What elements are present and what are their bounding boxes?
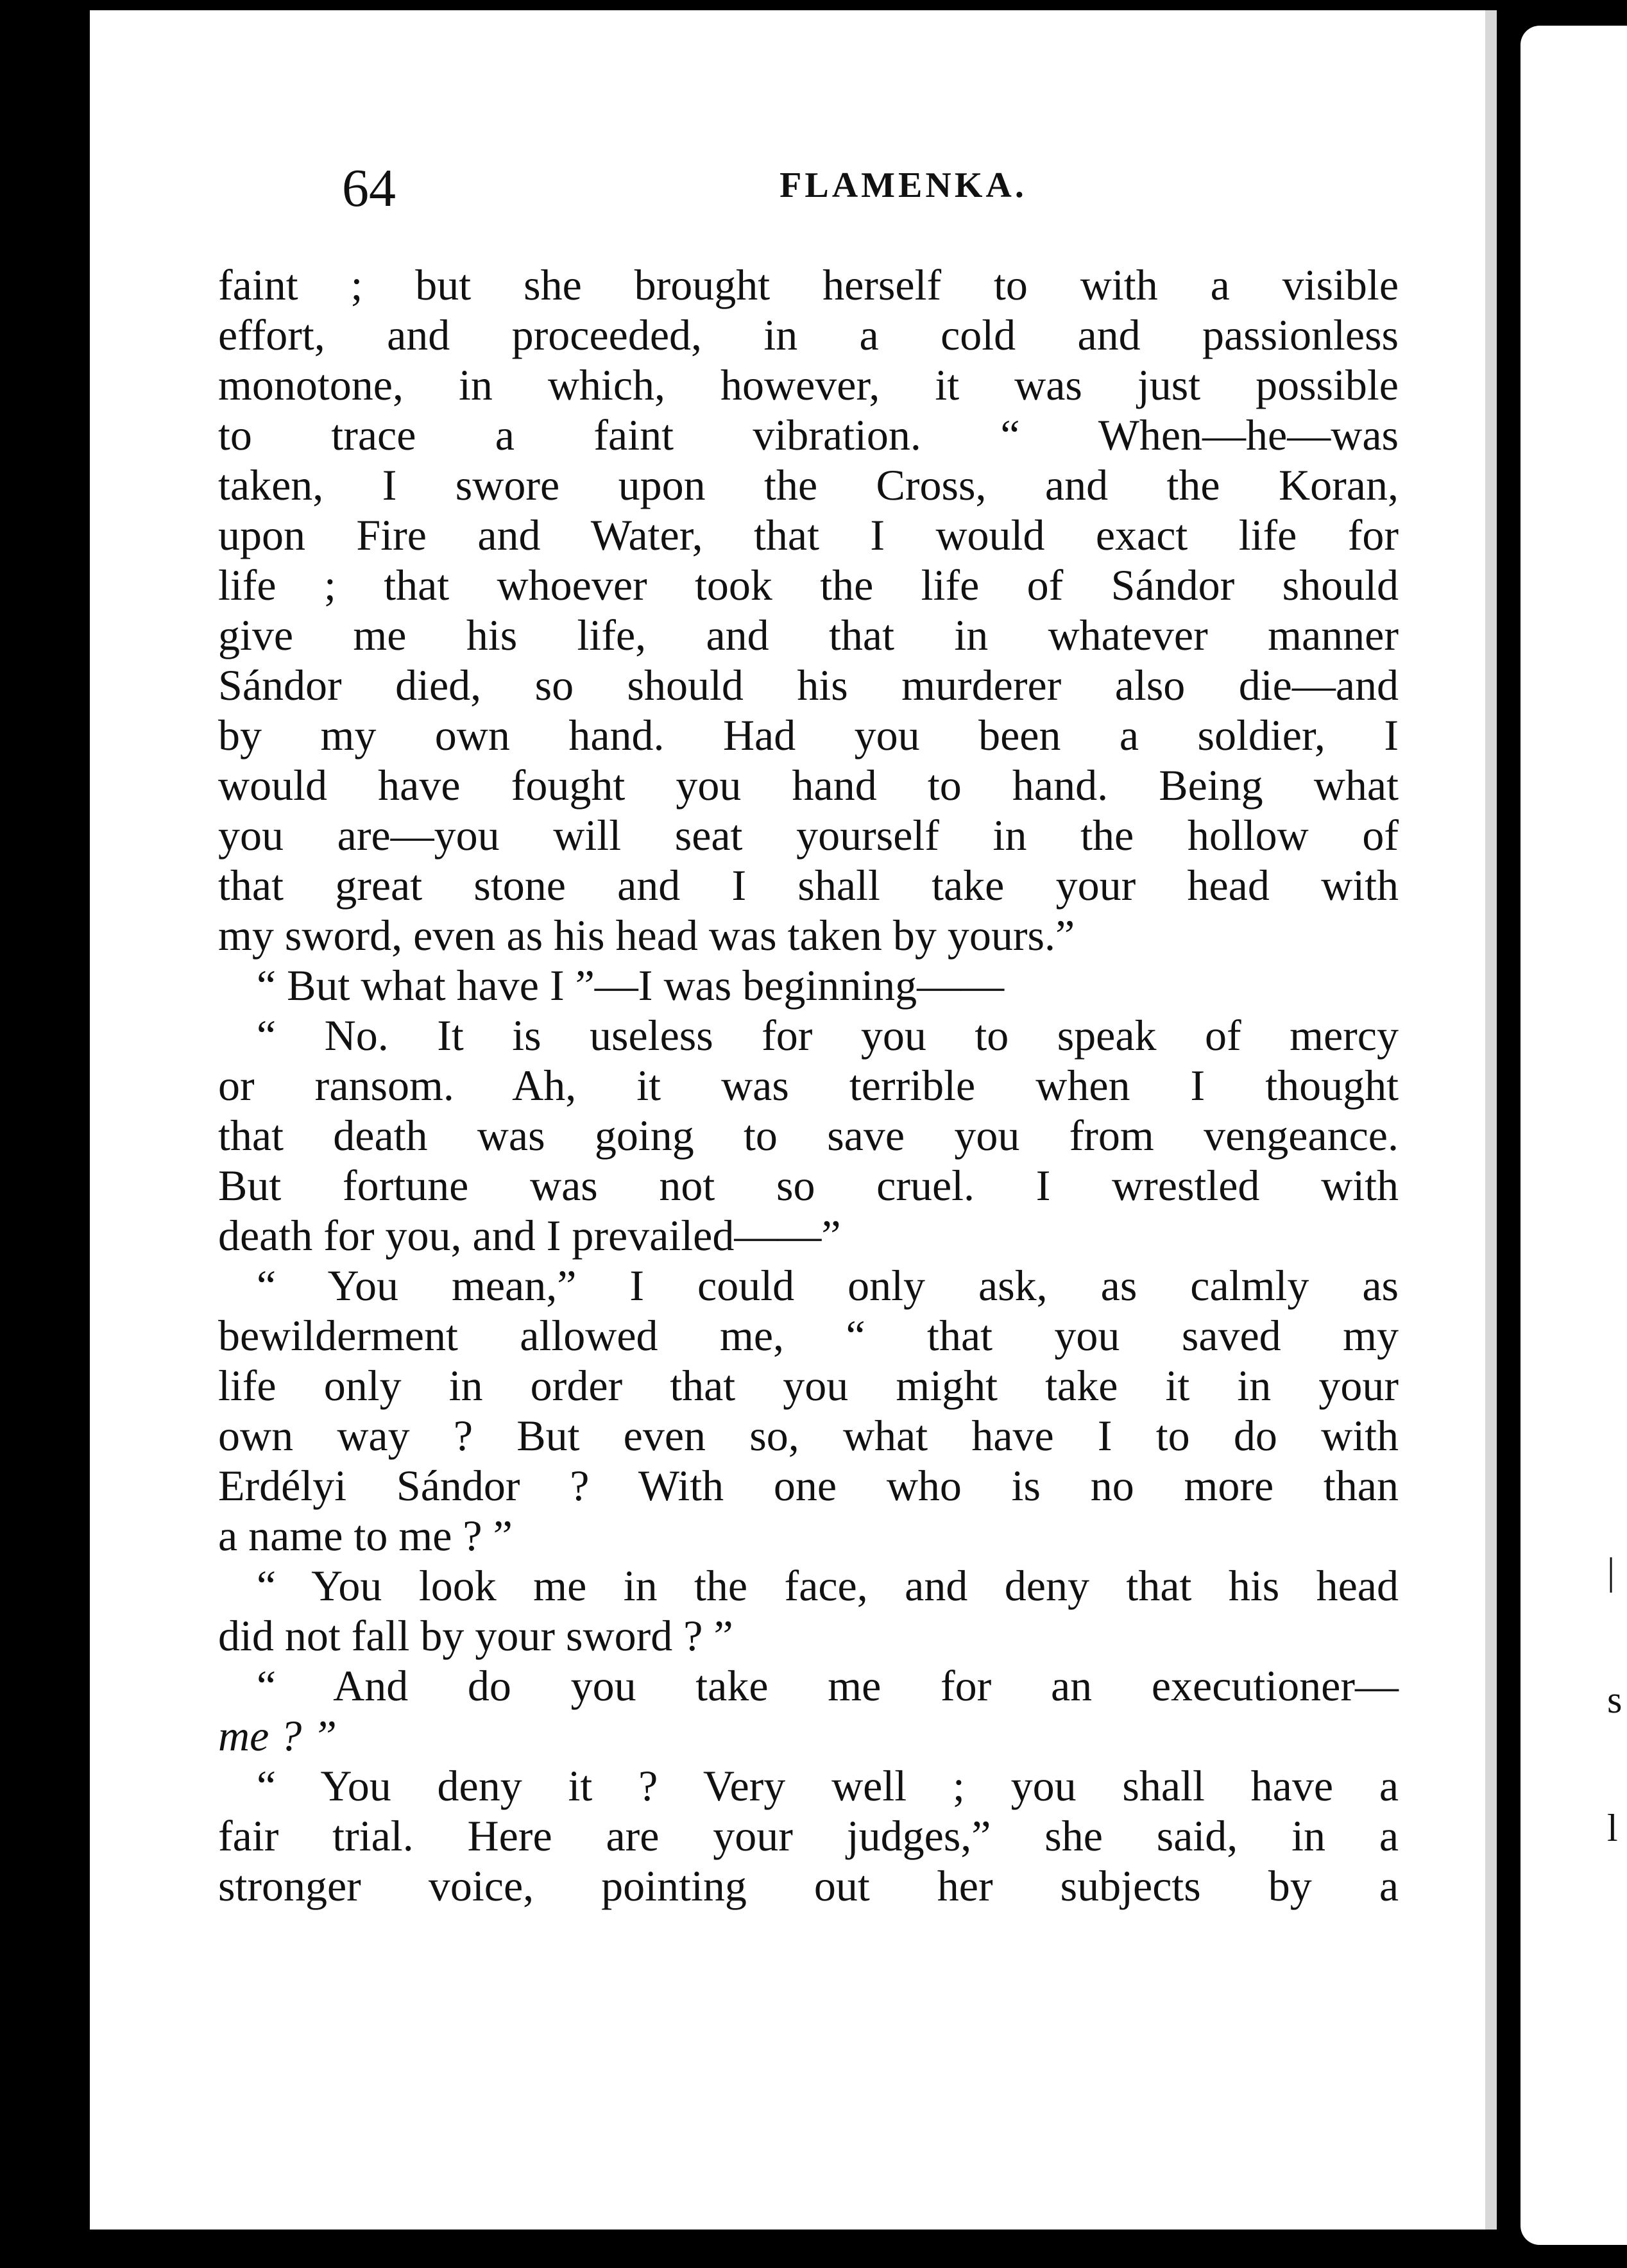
- facing-page-marks: | s l: [1607, 1550, 1623, 1849]
- text-line: But fortune was not so cruel. I wrestled with: [218, 1161, 1399, 1210]
- text-line: Erdélyi Sándor ? With one who is no more than: [218, 1461, 1399, 1510]
- text-line: faint ; but she brought herself to with a visible: [218, 260, 1399, 309]
- text-line: “ But what have I ”—I was beginning——: [257, 961, 1005, 1010]
- page-edge: [1485, 10, 1497, 2230]
- text-line: own way ? But even so, what have I to do with: [218, 1411, 1399, 1460]
- text-line: life ; that whoever took the life of Sándor should: [218, 561, 1399, 609]
- text-line: “ You mean,” I could only ask, as calmly as: [257, 1261, 1399, 1310]
- text-line: to trace a faint vibration. “ When—he—was: [218, 410, 1399, 459]
- text-line: my sword, even as his head was taken by yours.”: [218, 911, 1075, 960]
- text-line: that death was going to save you from vengeance.: [218, 1111, 1399, 1160]
- text-line: “ You deny it ? Very well ; you shall have a: [257, 1761, 1399, 1810]
- text-line: “ No. It is useless for you to speak of mercy: [257, 1011, 1399, 1060]
- text-line: give me his life, and that in whatever manner: [218, 611, 1399, 659]
- text-line: effort, and proceeded, in a cold and passionless: [218, 310, 1399, 359]
- text-line: life only in order that you might take it in your: [218, 1361, 1399, 1410]
- text-line: or ransom. Ah, it was terrible when I thought: [218, 1061, 1399, 1110]
- page-number: 64: [342, 158, 396, 218]
- text-line: me ? ”: [218, 1711, 337, 1760]
- text-line: that great stone and I shall take your head with: [218, 861, 1399, 910]
- text-line: “ You look me in the face, and deny that his head: [257, 1561, 1399, 1610]
- text-line: a name to me ? ”: [218, 1511, 513, 1560]
- text-line: upon Fire and Water, that I would exact life for: [218, 511, 1399, 559]
- text-line: “ And do you take me for an executioner—: [257, 1661, 1399, 1710]
- text-line: fair trial. Here are your judges,” she said, in a: [218, 1811, 1399, 1860]
- page-header: [250, 157, 1556, 228]
- facing-page: [1521, 26, 1627, 2245]
- running-title: FLAMENKA.: [779, 165, 1027, 205]
- text-line: did not fall by your sword ? ”: [218, 1611, 733, 1660]
- text-line: by my own hand. Had you been a soldier, I: [218, 711, 1399, 759]
- text-line: Sándor died, so should his murderer also die—and: [218, 661, 1399, 709]
- text-line: you are—you will seat yourself in the hollow of: [218, 811, 1399, 859]
- text-line: would have fought you hand to hand. Being what: [218, 761, 1399, 809]
- text-line: taken, I swore upon the Cross, and the Koran,: [218, 461, 1399, 509]
- text-line: stronger voice, pointing out her subjects by a: [218, 1861, 1399, 1910]
- body-text: [218, 260, 1399, 1911]
- text-line: monotone, in which, however, it was just possible: [218, 360, 1399, 409]
- text-line: death for you, and I prevailed——”: [218, 1211, 841, 1260]
- text-line: bewilderment allowed me, “ that you saved my: [218, 1311, 1399, 1360]
